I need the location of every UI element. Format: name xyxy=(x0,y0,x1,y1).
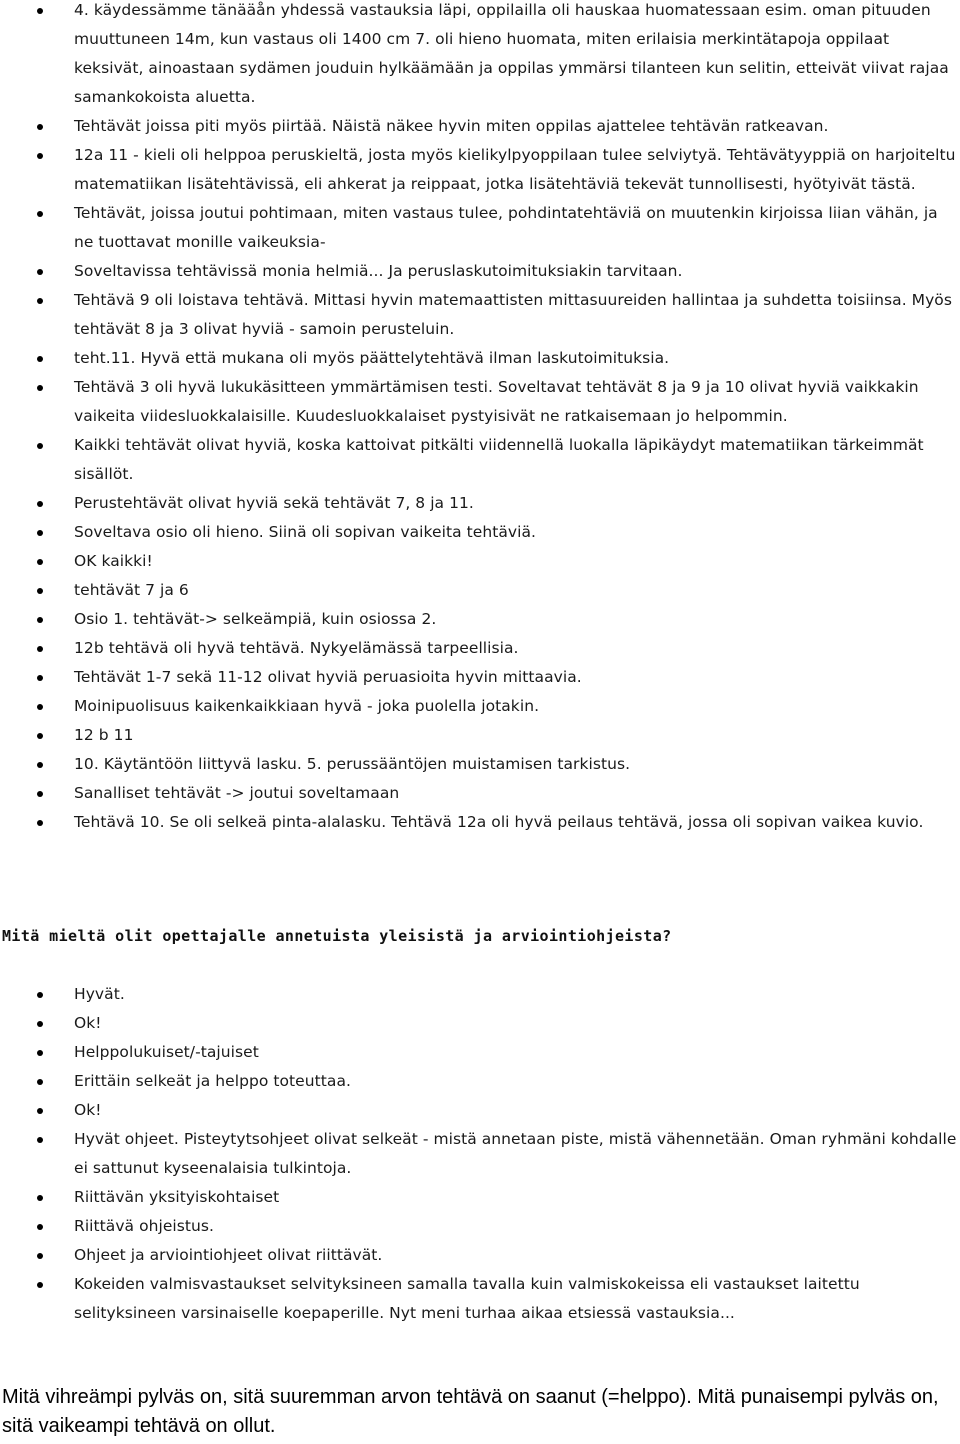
list-item-text: Erittäin selkeät ja helppo toteuttaa. xyxy=(74,1072,351,1090)
list-item xyxy=(0,1125,960,1183)
list-item xyxy=(0,286,960,344)
list-item xyxy=(0,1183,960,1212)
chart-legend-note: Mitä vihreämpi pylväs on, sitä suuremman arvon tehtävä on saanut (=helppo). Mitä punaisempi pylväs on, sitä vaikeampi tehtävä on ollut. xyxy=(2,1386,939,1437)
list-item xyxy=(0,1096,960,1125)
list-item-text: Riittävä ohjeistus. xyxy=(74,1217,215,1235)
list-item xyxy=(0,547,960,576)
list-item xyxy=(0,750,960,779)
bullet-icon xyxy=(37,443,43,449)
list-item xyxy=(0,663,960,692)
list-item-text: Tehtävät joissa piti myös piirtää. Näistä näkee hyvin miten oppilas ajattelee tehtävän ratkeavan. xyxy=(74,117,829,135)
bullet-icon xyxy=(37,269,43,275)
list-item xyxy=(0,1009,960,1038)
list-item-text: Helppolukuiset/-tajuiset xyxy=(74,1043,259,1061)
list-item xyxy=(0,489,960,518)
bullet-icon xyxy=(37,385,43,391)
list-item-text: 12a 11 - kieli oli helppoa peruskieltä, josta myös kielikylpyoppilaan tulee selviytyä. Tehtävätyyppiä on harjoiteltu matematiikan lisätehtävissä, eli ahkerat ja reippaat, jotka lisätehtäviä tekevät tunnollisesti, hyötyivät tästä. xyxy=(74,146,956,193)
bullet-icon xyxy=(37,1195,43,1201)
list-item xyxy=(0,199,960,257)
list-item-text: Ok! xyxy=(74,1101,102,1119)
bullet-icon xyxy=(37,1137,43,1143)
list-item xyxy=(0,721,960,750)
list-item-text: Ohjeet ja arviointiohjeet olivat riittävät. xyxy=(74,1246,383,1264)
list-item-text: tehtävät 7 ja 6 xyxy=(74,581,189,599)
list-item xyxy=(0,1270,960,1328)
bullet-icon xyxy=(37,1108,43,1114)
bullet-icon xyxy=(37,675,43,681)
bullet-icon xyxy=(37,617,43,623)
bullet-icon xyxy=(37,762,43,768)
bullet-icon xyxy=(37,298,43,304)
bullet-icon xyxy=(37,211,43,217)
list-item-text: Soveltava osio oli hieno. Siinä oli sopivan vaikeita tehtäviä. xyxy=(74,523,536,541)
list-item xyxy=(0,0,960,112)
list-item xyxy=(0,980,960,1009)
bullet-icon xyxy=(37,704,43,710)
bullet-icon xyxy=(37,559,43,565)
list-item xyxy=(0,692,960,721)
bullet-icon xyxy=(37,124,43,130)
list-item xyxy=(0,518,960,547)
list-item-text: Osio 1. tehtävät-> selkeämpiä, kuin osiossa 2. xyxy=(74,610,437,628)
list-item xyxy=(0,605,960,634)
bullet-icon xyxy=(37,530,43,536)
bullet-icon xyxy=(37,1050,43,1056)
bullet-icon xyxy=(37,153,43,159)
list-item-text: Tehtävät, joissa joutui pohtimaan, miten vastaus tulee, pohdintatehtäviä on muutenkin kirjoissa liian vähän, ja ne tuottavat monille vaikeuksia- xyxy=(74,204,938,251)
list-item-text: Hyvät. xyxy=(74,985,125,1003)
bullet-icon xyxy=(37,1021,43,1027)
bullet-icon xyxy=(37,1282,43,1288)
list-item xyxy=(0,1212,960,1241)
list-item-text: Perustehtävät olivat hyviä sekä tehtävät 7, 8 ja 11. xyxy=(74,494,474,512)
list-item-text: Tehtävä 10. Se oli selkeä pinta-alalasku. Tehtävä 12a oli hyvä peilaus tehtävä, jossa oli sopivan vaikea kuvio. xyxy=(74,813,924,831)
list-item-text: Riittävän yksityiskohtaiset xyxy=(74,1188,280,1206)
section-question: Mitä mieltä olit opettajalle annetuista yleisistä ja arviointiohjeista? xyxy=(2,927,672,945)
bullet-icon xyxy=(37,820,43,826)
list-item-text: Hyvät ohjeet. Pisteytytsohjeet olivat selkeät - mistä annetaan piste, mistä vähennetään. Oman ryhmäni kohdalle ei sattunut kyseenalaisia tulkintoja. xyxy=(74,1130,957,1177)
list-item xyxy=(0,373,960,431)
bullet-icon xyxy=(37,733,43,739)
bullet-icon xyxy=(37,1253,43,1259)
list-item xyxy=(0,431,960,489)
list-item-text: Tehtävä 9 oli loistava tehtävä. Mittasi hyvin matemaattisten mittasuureiden hallintaa ja suhdetta toisiinsa. Myös tehtävät 8 ja 3 olivat hyviä - samoin perusteluin. xyxy=(74,291,952,338)
list-item xyxy=(0,576,960,605)
list-item xyxy=(0,1038,960,1067)
feedback-list-instructions xyxy=(0,980,960,1328)
bullet-icon xyxy=(37,646,43,652)
bullet-icon xyxy=(37,588,43,594)
list-item-text: 4. käydessämme tänääån yhdessä vastauksia läpi, oppilailla oli hauskaa huomatessaan esim. oman pituuden muuttuneen 14m, kun vastaus oli 1400 cm 7. oli hieno huomata, miten erilaisia merkintätapoja oppilaat keksivät, ainoastaan sydämen jouduin hylkäämään ja oppilas ymmärsi tilanteen kun selitin, etteivät viivat rajaa samankokoista aluetta. xyxy=(74,1,949,106)
list-item-text: teht.11. Hyvä että mukana oli myös päättelytehtävä ilman laskutoimituksia. xyxy=(74,349,670,367)
list-item xyxy=(0,1241,960,1270)
list-item-text: Soveltavissa tehtävissä monia helmiä... Ja peruslaskutoimituksiakin tarvitaan. xyxy=(74,262,683,280)
list-item-text: Kokeiden valmisvastaukset selvityksineen samalla tavalla kuin valmiskokeissa eli vastaukset laitettu selityksineen varsinaiselle koepaperille. Nyt meni turhaa aikaa etsiessä vastauksia... xyxy=(74,1275,860,1322)
bullet-icon xyxy=(37,1224,43,1230)
list-item-text: Sanalliset tehtävät -> joutui soveltamaan xyxy=(74,784,400,802)
list-item xyxy=(0,257,960,286)
list-item-text: Moinipuolisuus kaikenkaikkiaan hyvä - joka puolella jotakin. xyxy=(74,697,540,715)
list-item-text: OK kaikki! xyxy=(74,552,153,570)
list-item-text: Tehtävät 1-7 sekä 11-12 olivat hyviä peruasioita hyvin mittaavia. xyxy=(74,668,582,686)
bullet-icon xyxy=(37,992,43,998)
bullet-icon xyxy=(37,1079,43,1085)
list-item xyxy=(0,808,960,837)
list-item xyxy=(0,344,960,373)
list-item xyxy=(0,112,960,141)
list-item-text: Ok! xyxy=(74,1014,102,1032)
list-item xyxy=(0,779,960,808)
list-item-text: Kaikki tehtävät olivat hyviä, koska kattoivat pitkälti viidennellä luokalla läpikäydyt matematiikan tärkeimmät sisällöt. xyxy=(74,436,924,483)
bullet-icon xyxy=(37,8,43,14)
bullet-icon xyxy=(37,791,43,797)
list-item-text: 10. Käytäntöön liittyvä lasku. 5. perussääntöjen muistamisen tarkistus. xyxy=(74,755,631,773)
bullet-icon xyxy=(37,356,43,362)
list-item xyxy=(0,634,960,663)
list-item-text: Tehtävä 3 oli hyvä lukukäsitteen ymmärtämisen testi. Soveltavat tehtävät 8 ja 9 ja 10 olivat hyviä vaikkakin vaikeita viidesluokkalaisille. Kuudesluokkalaiset pystyisivät ne ratkaisemaan jo helpommin. xyxy=(74,378,919,425)
list-item xyxy=(0,141,960,199)
bullet-icon xyxy=(37,501,43,507)
list-item-text: 12 b 11 xyxy=(74,726,134,744)
list-item-text: 12b tehtävä oli hyvä tehtävä. Nykyelämässä tarpeellisia. xyxy=(74,639,519,657)
list-item xyxy=(0,1067,960,1096)
